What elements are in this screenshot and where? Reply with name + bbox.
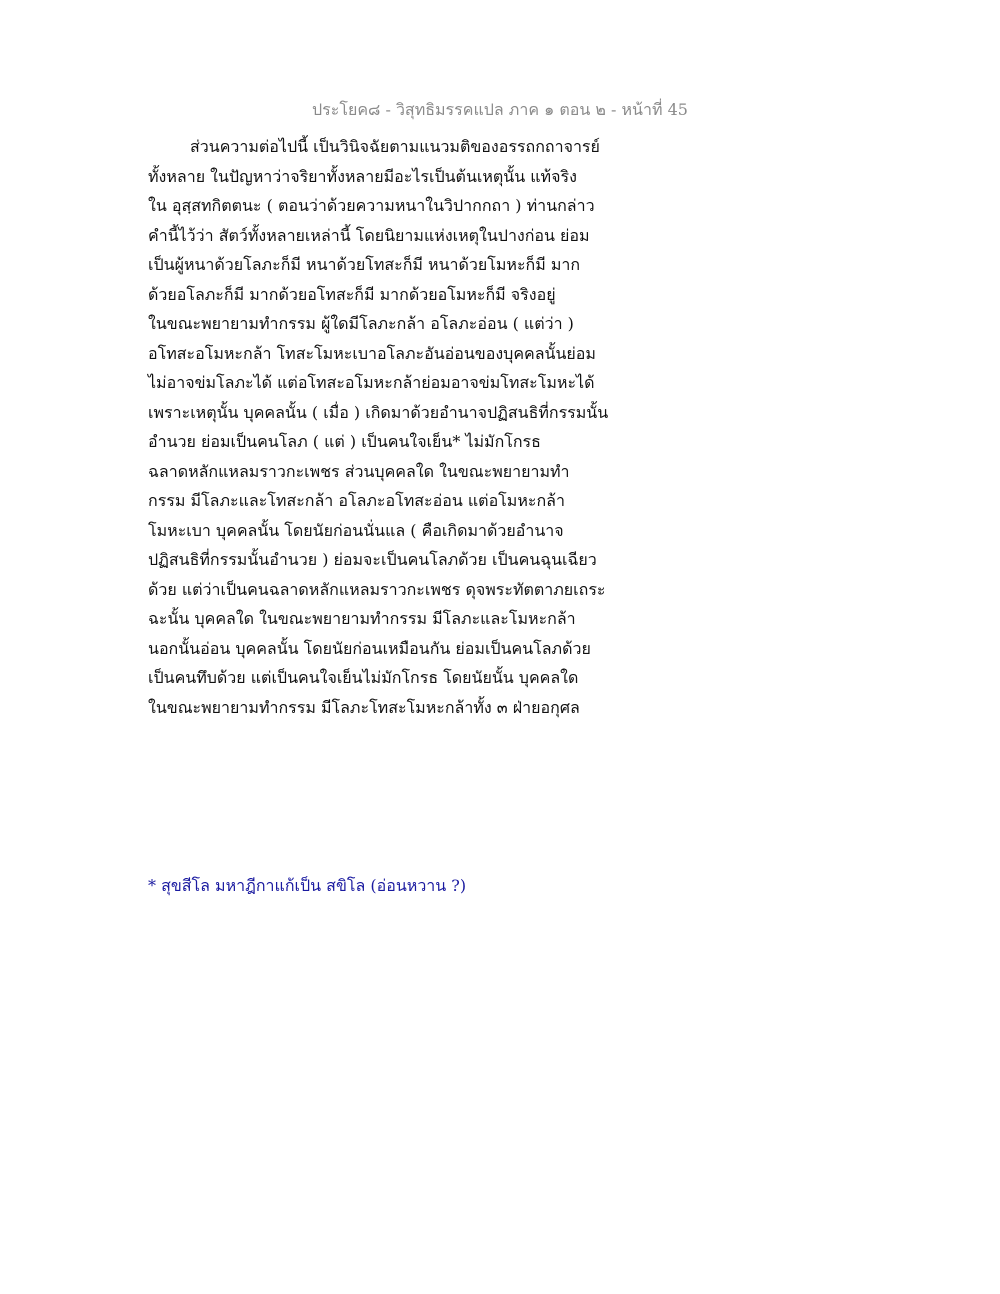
- body-line: ฉะนั้น บุคคลใด ในขณะพยายามทำกรรม มีโลภะและโมหะกล้า: [148, 609, 576, 628]
- body-line: ในขณะพยายามทำกรรม ผู้ใดมีโลภะกล้า อโลภะอ่อน ( แต่ว่า ): [148, 314, 574, 333]
- body-line: คำนี้ไว้ว่า สัตว์ทั้งหลายเหล่านี้ โดยนิยามแห่งเหตุในปางก่อน ย่อม: [148, 225, 590, 245]
- body-line: กรรม มีโลภะและโทสะกล้า อโลภะอโทสะอ่อน แต่อโมหะกล้า: [148, 491, 565, 510]
- body-line: ใน อุสฺสทกิตตนะ ( ตอนว่าด้วยความหนาในวิปากกถา ) ท่านกล่าว: [148, 196, 595, 215]
- body-line: ฉลาดหลักแหลมราวกะเพชร ส่วนบุคคลใด ในขณะพยายามทำ: [148, 461, 570, 481]
- footnote: * สุขสีโล มหาฎีกาแก้เป็น สขิโล (อ่อนหวาน ?): [148, 876, 467, 895]
- body-line: โมหะเบา บุคคลนั้น โดยนัยก่อนนั่นแล ( คือเกิดมาด้วยอำนาจ: [148, 520, 564, 540]
- body-line: เพราะเหตุนั้น บุคคลนั้น ( เมื่อ ) เกิดมาด้วยอำนาจปฏิสนธิที่กรรมนั้น: [148, 402, 609, 422]
- body-line: อโทสะอโมหะกล้า โทสะโมหะเบาอโลภะอันอ่อนของบุคคลนั้นย่อม: [148, 343, 596, 363]
- body-text: [148, 132, 668, 722]
- body-line: ในขณะพยายามทำกรรม มีโลภะโทสะโมหะกล้าทั้ง ๓ ฝ่ายอกุศล: [148, 697, 580, 717]
- body-line: เป็นผู้หนาด้วยโลภะก็มี หนาด้วยโทสะก็มี หนาด้วยโมหะก็มี มาก: [148, 255, 581, 274]
- body-line: ด้วยอโลภะก็มี มากด้วยอโทสะก็มี มากด้วยอโมหะก็มี จริงอยู่: [148, 284, 556, 304]
- body-line: ทั้งหลาย ในปัญหาว่าจริยาทั้งหลายมีอะไรเป็นต้นเหตุนั้น แท้จริง: [148, 166, 577, 186]
- body-line: ส่วนความต่อไปนี้ เป็นวินิจฉัยตามแนวมติของอรรถกถาจารย์: [190, 137, 600, 156]
- body-line: ด้วย แต่ว่าเป็นคนฉลาดหลักแหลมราวกะเพชร ดุจพระทัตตาภยเถระ: [148, 579, 606, 599]
- body-line: อำนวย ย่อมเป็นคนโลภ ( แต่ ) เป็นคนใจเย็น* ไม่มักโกรธ: [148, 432, 541, 451]
- body-line: นอกนั้นอ่อน บุคคลนั้น โดยนัยก่อนเหมือนกัน ย่อมเป็นคนโลภด้วย: [148, 638, 591, 658]
- body-line: ไม่อาจข่มโลภะได้ แต่อโทสะอโมหะกล้าย่อมอาจข่มโทสะโมหะได้: [148, 373, 595, 392]
- body-line: ปฏิสนธิที่กรรมนั้นอำนวย ) ย่อมจะเป็นคนโลภด้วย เป็นคนฉุนเฉียว: [148, 550, 597, 569]
- body-line: เป็นคนทึบด้วย แต่เป็นคนใจเย็นไม่มักโกรธ โดยนัยนั้น บุคคลใด: [148, 668, 579, 687]
- page-header: ประโยค๘ - วิสุทธิมรรคแปล ภาค ๑ ตอน ๒ - หน้าที่ 45: [312, 100, 688, 119]
